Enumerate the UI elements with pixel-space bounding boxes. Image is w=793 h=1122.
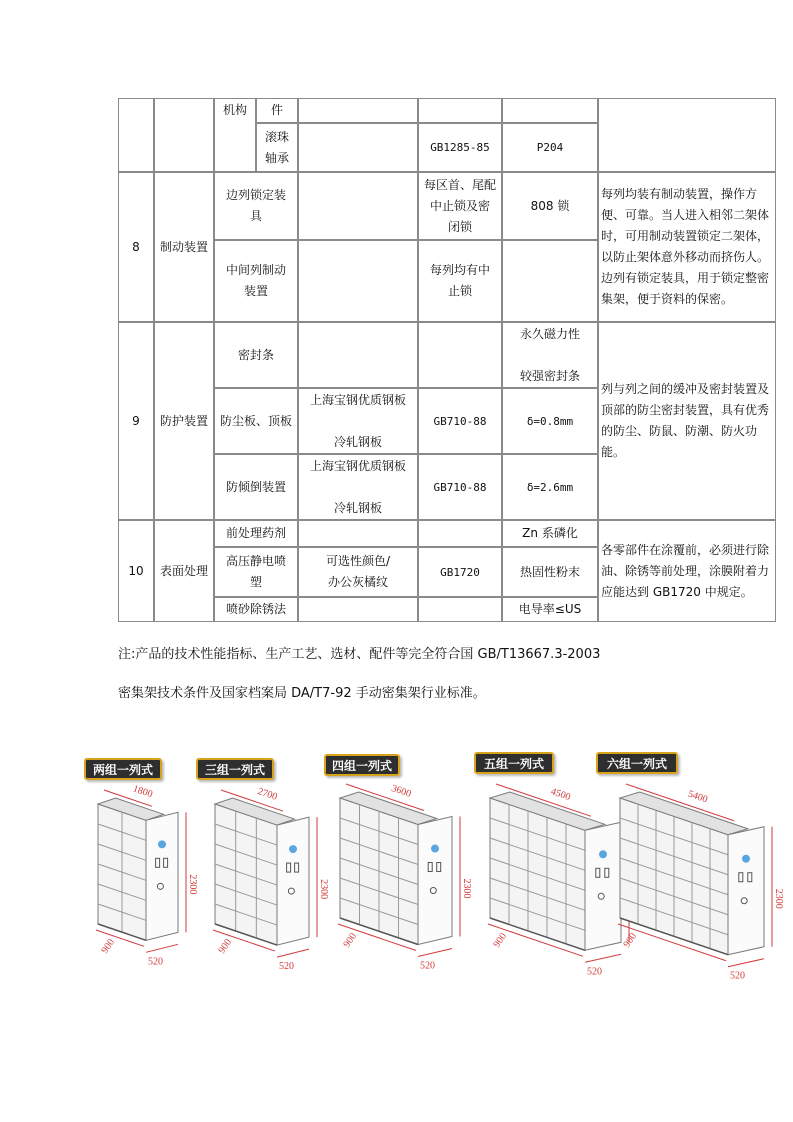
table-cell: 9 bbox=[118, 322, 154, 520]
shelf-label: 两组一列式 bbox=[84, 758, 162, 780]
table-cell bbox=[298, 172, 418, 240]
shelf-end-panel bbox=[277, 817, 309, 945]
table-cell: 8 bbox=[118, 172, 154, 322]
table-cell bbox=[298, 98, 418, 123]
table-cell bbox=[418, 520, 502, 547]
height-dimension: 2300 bbox=[187, 874, 198, 895]
shelf-label: 三组一列式 bbox=[196, 758, 274, 780]
table-cell bbox=[118, 98, 154, 172]
table-cell: 密封条 bbox=[214, 322, 298, 388]
width-dimension-line bbox=[146, 944, 178, 952]
table-cell bbox=[154, 98, 214, 172]
shelf-label: 四组一列式 bbox=[324, 754, 400, 776]
width-dimension-line bbox=[418, 949, 452, 957]
width-dimension-line bbox=[585, 954, 621, 962]
table-cell: Zn 系磷化 bbox=[502, 520, 598, 547]
table-cell bbox=[502, 240, 598, 322]
length-dimension: 1800 bbox=[131, 783, 154, 801]
table-cell: 每区首、尾配 中止锁及密 闭锁 bbox=[418, 172, 502, 240]
length-dimension: 3600 bbox=[389, 783, 413, 800]
table-cell bbox=[598, 98, 776, 172]
table-cell: 10 bbox=[118, 520, 154, 622]
length-dimension: 5400 bbox=[686, 788, 709, 806]
table-cell: δ=2.6mm bbox=[502, 454, 598, 520]
handle-icon bbox=[289, 845, 297, 853]
table-cell bbox=[298, 240, 418, 322]
table-cell bbox=[418, 98, 502, 123]
depth-dimension: 900 bbox=[216, 937, 235, 956]
table-cell: 每列均装有制动装置，操作方便、可靠。当人进入相邻二架体时，可用制动装置锁定二架体，以防止架体意外移动而挤伤人。边列有锁定装具，用于锁定整密集架，便于资料的保密。 bbox=[598, 172, 776, 322]
depth-dimension: 900 bbox=[341, 931, 360, 950]
table-cell: 电导率≤US bbox=[502, 597, 598, 622]
width-dimension: 520 bbox=[730, 970, 745, 982]
table-cell: 防尘板、顶板 bbox=[214, 388, 298, 454]
table-cell: 高压静电喷 塑 bbox=[214, 547, 298, 597]
shelf-end-panel bbox=[728, 827, 764, 955]
width-dimension: 520 bbox=[587, 966, 602, 978]
table-cell bbox=[298, 597, 418, 622]
table-cell: 前处理药剂 bbox=[214, 520, 298, 547]
table-cell bbox=[298, 123, 418, 172]
height-dimension: 2300 bbox=[773, 888, 784, 909]
table-cell: 热固性粉末 bbox=[502, 547, 598, 597]
table-cell bbox=[298, 322, 418, 388]
depth-dimension: 900 bbox=[99, 937, 118, 956]
table-cell: 808 锁 bbox=[502, 172, 598, 240]
length-dimension: 4500 bbox=[549, 786, 572, 804]
table-cell: P204 bbox=[502, 123, 598, 172]
table-cell: 可选性颜色/ 办公灰橘纹 bbox=[298, 547, 418, 597]
table-cell: 中间列制动 装置 bbox=[214, 240, 298, 322]
width-dimension: 520 bbox=[148, 956, 163, 968]
depth-dimension: 900 bbox=[621, 931, 640, 950]
table-cell: GB1720 bbox=[418, 547, 502, 597]
width-dimension: 520 bbox=[279, 961, 294, 973]
table-cell: 列与列之间的缓冲及密封装置及顶部的防尘密封装置，具有优秀的防尘、防鼠、防潮、防火功能。 bbox=[598, 322, 776, 520]
width-dimension: 520 bbox=[420, 960, 435, 972]
table-cell: 机构 bbox=[214, 98, 256, 172]
shelf-end-panel bbox=[585, 822, 621, 950]
table-cell: 边列锁定装 具 bbox=[214, 172, 298, 240]
height-dimension: 2300 bbox=[318, 879, 329, 900]
table-cell: 上海宝钢优质钢板 冷轧钢板 bbox=[298, 388, 418, 454]
table-cell: 永久磁力性 较强密封条 bbox=[502, 322, 598, 388]
width-dimension-line bbox=[277, 949, 309, 957]
table-cell: δ=0.8mm bbox=[502, 388, 598, 454]
depth-dimension: 900 bbox=[491, 931, 510, 950]
shelf-label: 五组一列式 bbox=[474, 752, 554, 774]
handle-icon bbox=[742, 855, 750, 863]
table-cell: 每列均有中 止锁 bbox=[418, 240, 502, 322]
table-cell: GB1285-85 bbox=[418, 123, 502, 172]
width-dimension-line bbox=[728, 959, 764, 967]
table-cell bbox=[418, 597, 502, 622]
table-cell bbox=[418, 322, 502, 388]
shelf-label: 六组一列式 bbox=[596, 752, 678, 774]
table-cell bbox=[502, 98, 598, 123]
table-cell: 喷砂除锈法 bbox=[214, 597, 298, 622]
handle-icon bbox=[431, 845, 439, 853]
standards-note: 密集架技术条件及国家档案局 DA/T7-92 手动密集架行业标准。 bbox=[118, 686, 486, 701]
standards-note: 注:产品的技术性能指标、生产工艺、选材、配件等完全符合国 GB/T13667.3-2003 bbox=[118, 647, 601, 662]
table-cell: 防倾倒装置 bbox=[214, 454, 298, 520]
height-dimension: 2300 bbox=[461, 878, 472, 899]
handle-icon bbox=[599, 850, 607, 858]
table-cell: 防护装置 bbox=[154, 322, 214, 520]
table-cell: 表面处理 bbox=[154, 520, 214, 622]
shelf-end-panel bbox=[418, 817, 452, 945]
table-cell: 上海宝钢优质钢板 冷轧钢板 bbox=[298, 454, 418, 520]
table-cell bbox=[298, 520, 418, 547]
table-cell: GB710-88 bbox=[418, 388, 502, 454]
table-cell: 制动装置 bbox=[154, 172, 214, 322]
table-cell: 件 bbox=[256, 98, 298, 123]
table-cell: GB710-88 bbox=[418, 454, 502, 520]
handle-icon bbox=[158, 840, 166, 848]
table-cell: 滚珠 轴承 bbox=[256, 123, 298, 172]
shelf-end-panel bbox=[146, 812, 178, 940]
shelf-drawings bbox=[0, 772, 793, 1002]
length-dimension: 2700 bbox=[256, 786, 279, 803]
table-cell: 各零部件在涂覆前，必须进行除油、除锈等前处理，涂膜附着力应能达到 GB1720 中规定。 bbox=[598, 520, 776, 622]
